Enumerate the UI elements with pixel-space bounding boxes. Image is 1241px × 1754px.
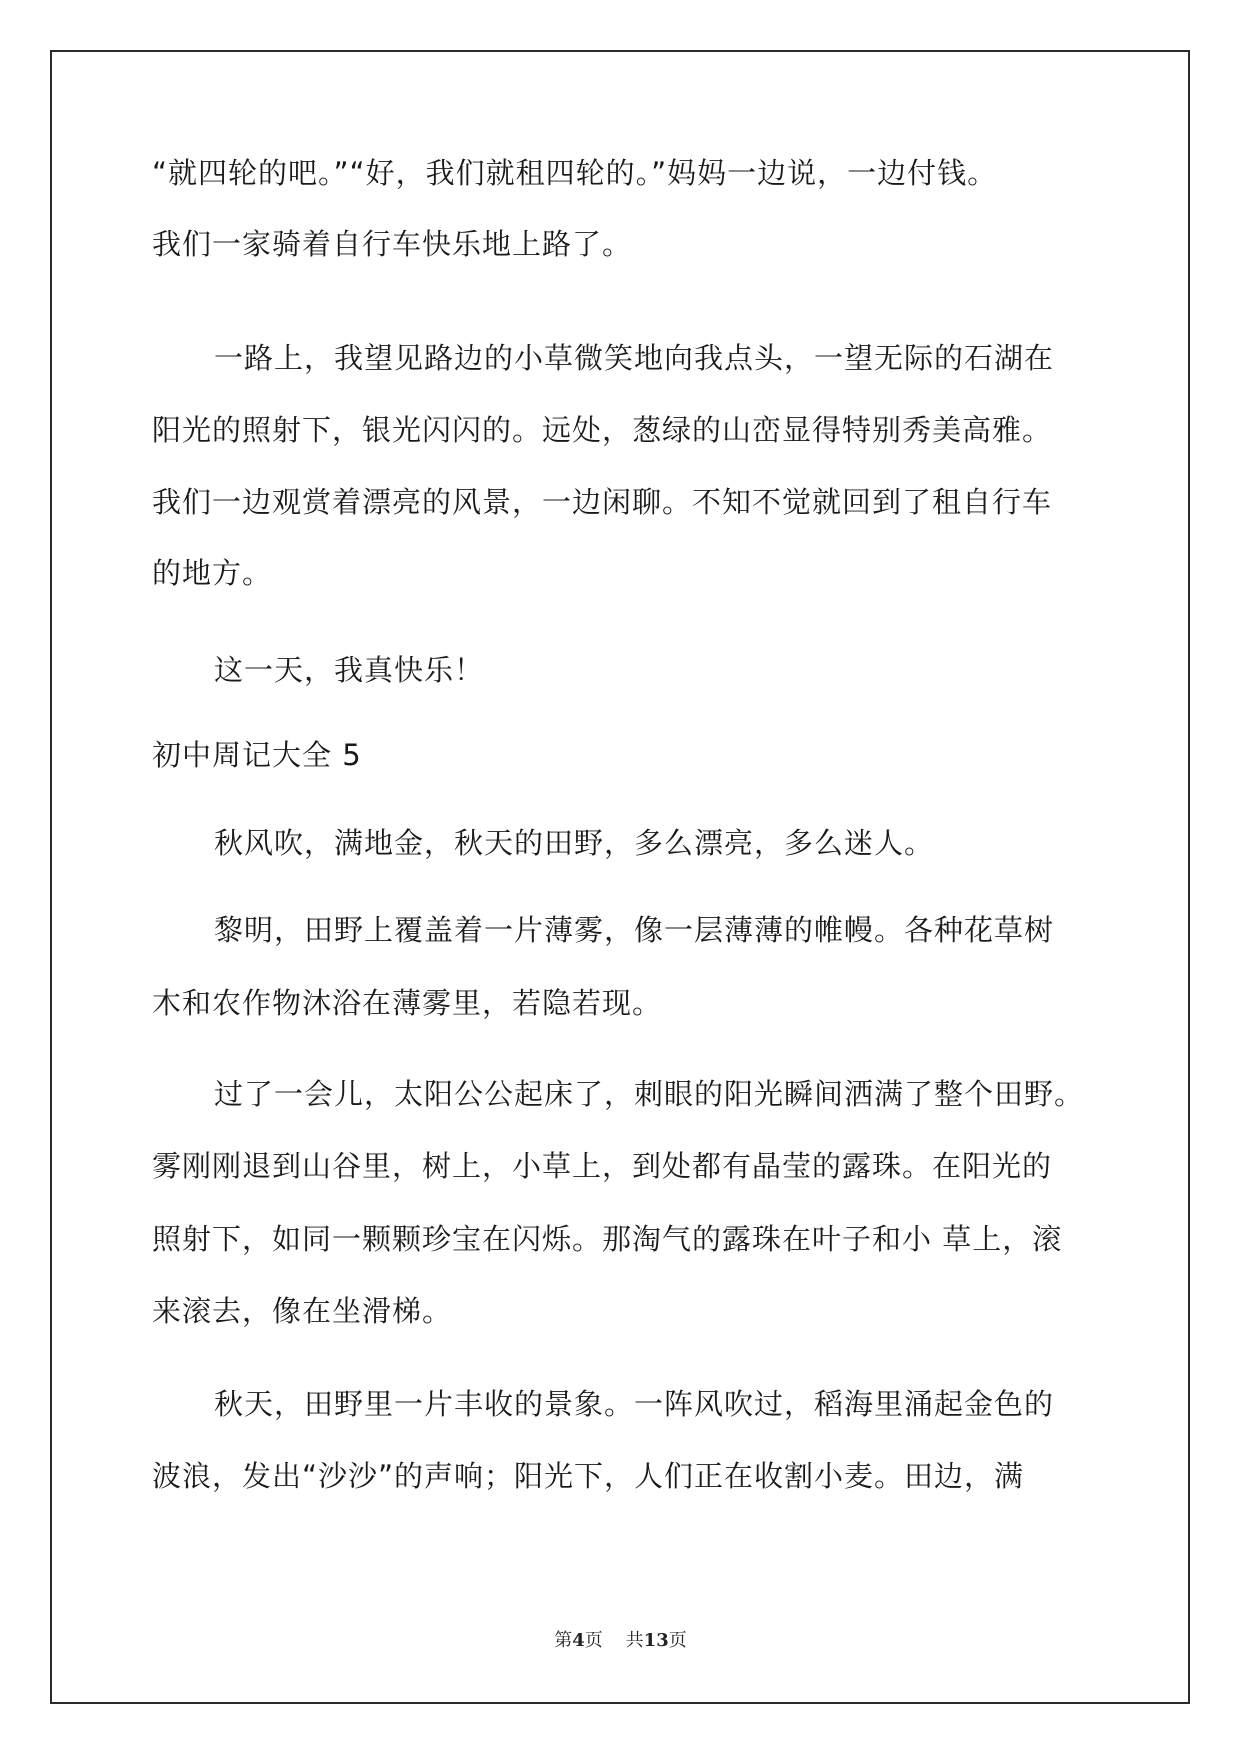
paragraph-line: 我们一家骑着自行车快乐地上路了。: [152, 227, 633, 261]
paragraph-line: 黎明，田野上覆盖着一片薄雾，像一层薄薄的帷幔。各种花草树: [214, 913, 1055, 947]
section-heading: 初中周记大全 5: [152, 738, 362, 772]
paragraph-line: 一路上，我望见路边的小草微笑地向我点头，一望无际的石湖在: [214, 341, 1055, 375]
paragraph-line: 我们一边观赏着漂亮的风景，一边闲聊。不知不觉就回到了租自行车: [152, 485, 1053, 519]
paragraph-line: 木和农作物沐浴在薄雾里，若隐若现。: [152, 986, 663, 1020]
paragraph-line: 过了一会儿，太阳公公起床了，刺眼的阳光瞬间洒满了整个田野。: [214, 1077, 1085, 1111]
paragraph-line: 雾刚刚退到山谷里，树上，小草上，到处都有晶莹的露珠。在阳光的: [152, 1149, 1053, 1183]
paragraph-line: 这一天，我真快乐！: [214, 653, 485, 687]
paragraph-line: 秋风吹，满地金，秋天的田野，多么漂亮，多么迷人。: [214, 826, 935, 860]
footer-page-suffix: 页: [584, 1630, 603, 1651]
paragraph-line: 的地方。: [152, 556, 273, 590]
page-border: [50, 50, 1190, 1704]
paragraph-line: 波浪，发出“沙沙”的声响；阳光下，人们正在收割小麦。田边，满: [152, 1459, 1025, 1493]
current-page-number: 4: [572, 1630, 585, 1651]
footer-total-suffix: 页: [668, 1630, 687, 1651]
footer-total-prefix: 共: [625, 1630, 644, 1651]
footer-prefix: 第: [554, 1630, 573, 1651]
paragraph-line: 阳光的照射下，银光闪闪的。远处，葱绿的山峦显得特别秀美高雅。: [152, 413, 1053, 447]
paragraph-line: 照射下，如同一颗颗珍宝在闪烁。那淘气的露珠在叶子和小 草上，滚: [152, 1222, 1063, 1256]
paragraph-line: “就四轮的吧。”“好，我们就租四轮的。”妈妈一边说，一边付钱。: [152, 156, 998, 190]
page-footer: [0, 1626, 1241, 1652]
paragraph-line: 来滚去，像在坐滑梯。: [152, 1294, 453, 1328]
total-page-count: 13: [643, 1630, 669, 1651]
paragraph-line: 秋天，田野里一片丰收的景象。一阵风吹过，稻海里涌起金色的: [214, 1387, 1055, 1421]
